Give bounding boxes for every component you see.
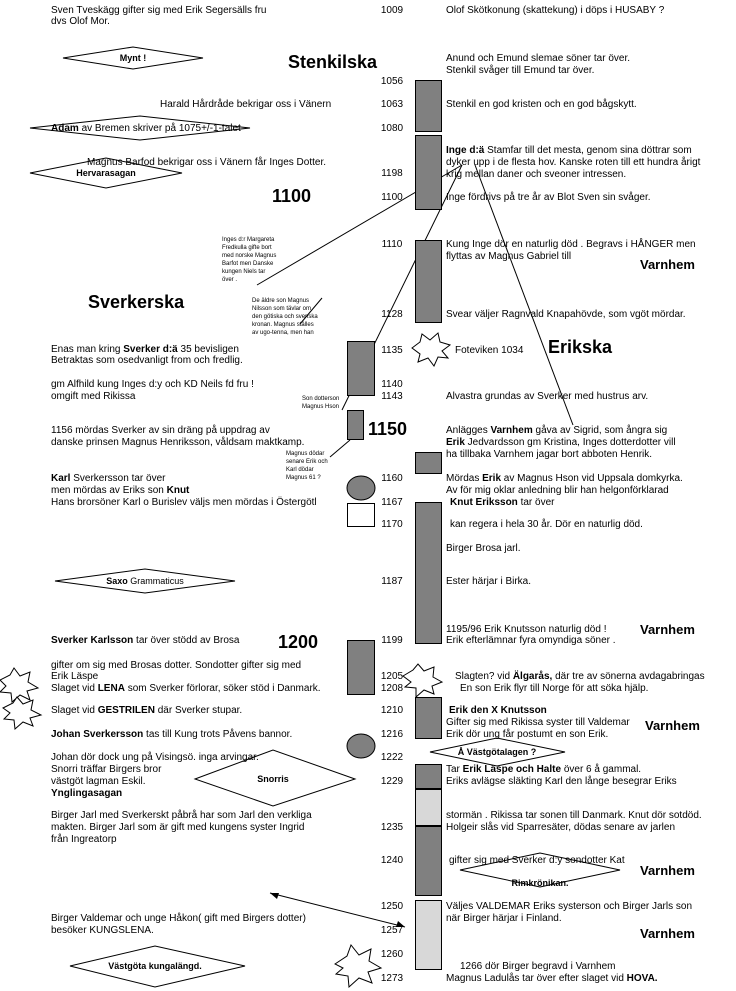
- right-line: Alvastra grundas av Sverker med hustrus arv.: [446, 391, 649, 402]
- diamond-label-kungalangd: Västgöta kungalängd.: [108, 961, 202, 971]
- right-line: Eriks avlägse släkting Karl den långe besegrar Eriks: [446, 776, 677, 787]
- varnhem-label: Varnhem: [640, 863, 695, 878]
- heading-sverkerska: Sverkerska: [88, 292, 185, 312]
- year: 1063: [380, 99, 404, 110]
- left-line: Enas man kring Sverker d:ä 35 bevisligen: [51, 344, 239, 355]
- diamond-label-saxo: Saxo Grammaticus: [106, 576, 184, 586]
- left-line: Adam av Bremen skriver på 1075+/-1-talet: [51, 123, 241, 134]
- left-line: Ynglingasagan: [51, 788, 123, 799]
- right-line: Birger Brosa jarl.: [446, 543, 521, 554]
- year: 1257: [380, 925, 404, 936]
- right-line: Kung Inge dör en naturlig död . Begravs i HÅNGER men: [446, 239, 696, 250]
- left-line: Erik Läspe: [51, 671, 99, 682]
- century-1150: 1150: [368, 419, 408, 439]
- bar-erik-laspe: [415, 764, 442, 789]
- year: 1135: [381, 345, 403, 356]
- left-line: Sven Tveskägg gifter sig med Erik Segersälls fru: [51, 5, 267, 16]
- right-line: flyttas av Magnus Gabriel till: [446, 251, 572, 262]
- right-line: Inge d:ä Stamfar till det mesta, genom sina döttrar som: [446, 145, 692, 156]
- diamond-label-snorris: Snorris: [257, 774, 289, 784]
- right-line: Erik den X Knutsson: [449, 705, 547, 716]
- left-line: danske prinsen Magnus Henriksson, våldsam maktkamp.: [51, 437, 305, 448]
- year: 1170: [381, 519, 403, 530]
- year: 1205: [380, 671, 404, 682]
- burst-gestrilen: [3, 697, 41, 729]
- diamond-label-hervara: Hervarasagan: [76, 168, 136, 178]
- year: 1143: [381, 391, 403, 402]
- right-line: Knut Eriksson tar över: [450, 497, 555, 508]
- left-line: Sverker Karlsson tar över stödd av Brosa: [51, 635, 240, 646]
- bar-inge: [415, 240, 442, 323]
- left-line: Karl Sverkersson tar över: [51, 473, 166, 484]
- right-line: Foteviken 1034: [455, 345, 524, 356]
- right-line: Ester härjar i Birka.: [446, 576, 532, 587]
- year: 1273: [380, 973, 404, 984]
- right-line: ha tillbaka Varnhem jagar bort abboten Henrik.: [446, 449, 653, 460]
- year: 1100: [381, 192, 403, 203]
- varnhem-label: Varnhem: [640, 622, 695, 637]
- box-karl: [347, 503, 375, 527]
- left-line: från Ingreatorp: [51, 834, 117, 845]
- left-line: dvs Olof Mor.: [51, 16, 110, 27]
- year: 1260: [380, 949, 404, 960]
- year: 1080: [380, 123, 404, 134]
- bar-stenkil-2: [415, 135, 442, 210]
- left-line: Magnus Barfod bekrigar oss i Vänern får Inges Dotter.: [87, 157, 327, 168]
- year: 1187: [381, 576, 403, 587]
- left-line: besöker KUNGSLENA.: [51, 925, 154, 936]
- burst-foteviken: [412, 333, 450, 366]
- right-line: 1195/96 Erik Knutsson naturlig död !: [446, 624, 607, 635]
- left-line: Slaget vid GESTRILEN där Sverker stupar.: [51, 705, 243, 716]
- left-line: men mördas av Eriks son Knut: [51, 485, 190, 496]
- left-line: makten. Birger Jarl som är gift med kungens syster Ingrid: [51, 822, 305, 833]
- year: 1240: [380, 855, 404, 866]
- right-line: Inge fördrivs på tre år av Blot Sven sin svåger.: [446, 192, 651, 203]
- right-line: Gifter sig med Rikissa syster till Valdemar: [446, 717, 630, 728]
- right-line: Av för mig oklar anledning blir han helgonförklarad: [446, 485, 669, 496]
- right-line: Stenkil en god kristen och en god bågskytt.: [446, 99, 637, 110]
- right-line: Tar Erik Läspe och Halte över 6 å gammal.: [446, 764, 642, 775]
- left-line: Hans brorsöner Karl o Burislev väljs men mördas i Östergötl: [51, 497, 317, 508]
- left-line: Birger Jarl med Sverkerskt påbrå har som Jarl den verkliga: [51, 810, 312, 821]
- right-line: Holgeir slås vid Sparresäter, dödas senare av jarlen: [446, 822, 676, 833]
- bar-erik-2: [415, 826, 442, 896]
- right-line: Magnus Ladulås tar över efter slaget vid HOVA.: [446, 973, 658, 984]
- left-line: västgöt lagman Eskil.: [51, 776, 146, 787]
- year: 1009: [380, 5, 404, 16]
- left-line: gm Alfhild kung Inges d:y och KD Neils fd fru !: [51, 379, 254, 390]
- bar-stenkil-1: [415, 80, 442, 132]
- year: 1140: [381, 379, 403, 390]
- year: 1222: [380, 752, 404, 763]
- year: 1167: [381, 497, 403, 508]
- right-line: Slagten? vid Älgarås, där tre av sönerna avdagabringas: [455, 671, 705, 682]
- bar-sverker-2: [347, 410, 364, 440]
- year: 1160: [381, 473, 403, 484]
- circle-johan: [347, 734, 375, 758]
- right-line: 1266 dör Birger begravd i Varnhem: [460, 961, 616, 972]
- varnhem-label: Varnhem: [640, 257, 695, 272]
- varnhem-label: Varnhem: [640, 926, 695, 941]
- right-line: dyker upp i de flesta hov. Kanske roten till ett hundra årigt: [446, 157, 701, 168]
- left-line: Betraktas som osedvanligt from och fredlig.: [51, 355, 243, 366]
- year: 1056: [380, 76, 404, 87]
- year: 1198: [381, 168, 403, 179]
- right-line: Erik dör ung får postumt en son Erik.: [446, 729, 609, 740]
- year: 1110: [381, 239, 403, 250]
- circle-karl: [347, 476, 375, 500]
- bar-erik-knutsson: [415, 697, 442, 739]
- diamond-label-vastgotalagen: Å Västgötalagen ?: [457, 747, 537, 757]
- right-line: kan regera i hela 30 år. Dör en naturlig död.: [450, 519, 643, 530]
- left-line: Snorri träffar Birgers bror: [51, 764, 162, 775]
- varnhem-label: Varnhem: [645, 718, 700, 733]
- year: 1128: [381, 309, 403, 320]
- century-1200: 1200: [278, 632, 319, 652]
- left-line: Johan dör dock ung på Visingsö. inga arvingar.: [51, 752, 259, 763]
- bar-knut-light: [415, 789, 442, 826]
- century-1100: 1100: [272, 186, 312, 206]
- right-line: Anlägges Varnhem gåva av Sigrid, som ångra sig: [446, 425, 668, 436]
- right-line: Väljes VALDEMAR Eriks systerson och Birger Jarls son: [446, 901, 693, 912]
- right-line: Anund och Emund slemae söner tar över.: [446, 53, 630, 64]
- right-line: gifter sig med Sverker d:y sondotter Kat: [449, 855, 625, 866]
- year: 1229: [380, 776, 404, 787]
- right-line: Mördas Erik av Magnus Hson vid Uppsala domkyrka.: [446, 473, 683, 484]
- right-line: Olof Skötkonung (skattekung) i döps i HUSABY ?: [446, 5, 665, 16]
- year: 1210: [380, 705, 404, 716]
- right-line: Erik Jedvardsson gm Kristina, Inges dotterdotter vill: [446, 437, 676, 448]
- year: 1235: [380, 822, 404, 833]
- diamond-label-mynt: Mynt !: [119, 53, 147, 63]
- bar-valdemar: [415, 900, 442, 970]
- bar-erik: [415, 452, 442, 474]
- year: 1250: [380, 901, 404, 912]
- left-line: Birger Valdemar och unge Håkon( gift med Birgers dotter): [51, 913, 306, 924]
- left-line: Harald Hårdråde bekrigar oss i Vänern: [160, 99, 332, 110]
- year: 1199: [381, 635, 403, 646]
- burst-1205-left: [0, 668, 38, 702]
- right-line: Erik efterlämnar fyra omyndiga söner .: [446, 635, 616, 646]
- right-line: Stenkil svåger till Emund tar över.: [446, 65, 595, 76]
- right-line: krig mellan daner och sveoner intressen.: [446, 169, 627, 180]
- year: 1216: [380, 729, 404, 740]
- left-line: 1156 mördas Sverker av sin dräng på uppdrag av: [51, 425, 270, 436]
- bar-knut: [415, 502, 442, 644]
- right-line: Svear väljer Ragnvald Knapahövde, som vgöt mördar.: [446, 309, 686, 320]
- diamond-label-rimkronikan: Rimkrönikan.: [511, 878, 569, 888]
- left-line: Johan Sverkersson tas till Kung trots Påvens bannor.: [51, 729, 293, 740]
- heading-erikska: Erikska: [548, 337, 613, 357]
- right-line: stormän . Rikissa tar sonen till Danmark. Knut dör sotdöd.: [446, 810, 702, 821]
- right-line: En son Erik flyr till Norge för att söka hjälp.: [460, 683, 649, 694]
- year: 1208: [380, 683, 404, 694]
- heading-stenkilska: Stenkilska: [288, 52, 378, 72]
- left-line: Slaget vid LENA som Sverker förlorar, söker stöd i Danmark.: [51, 683, 321, 694]
- bar-sverker: [347, 341, 375, 396]
- left-line: gifter om sig med Brosas dotter. Sondotter gifter sig med: [51, 660, 302, 671]
- bar-sverker-karlsson: [347, 640, 375, 695]
- right-line: när Birger härjar i Finland.: [446, 913, 562, 924]
- left-line: omgift med Rikissa: [51, 391, 136, 402]
